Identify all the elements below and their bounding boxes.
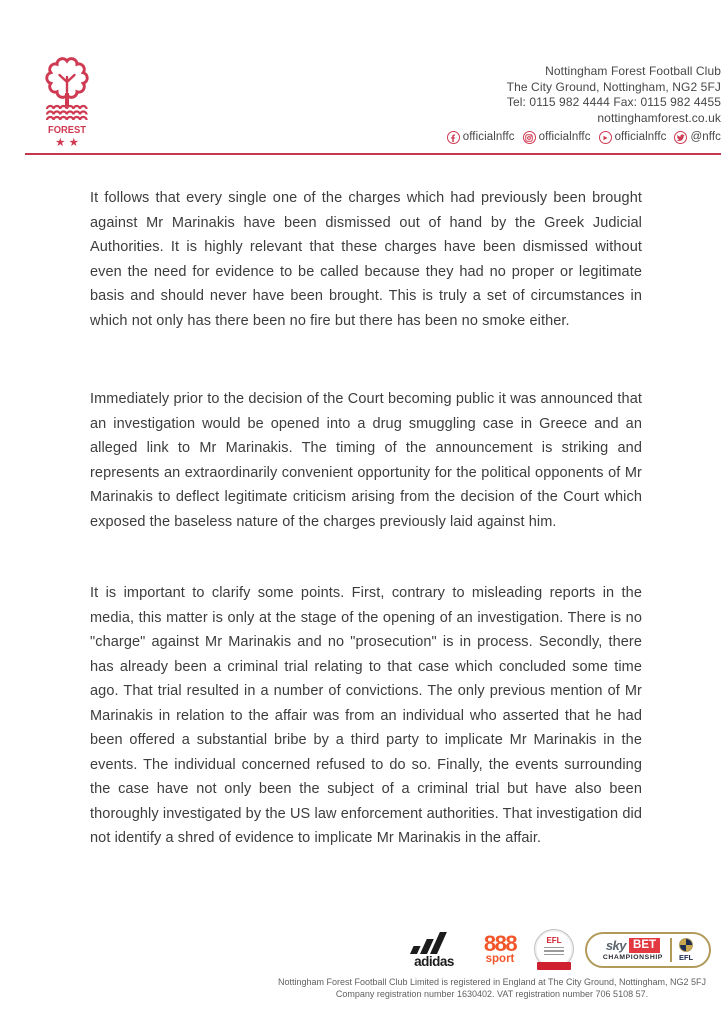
skybet-divider (670, 938, 672, 962)
club-crest (36, 56, 98, 150)
888-digits: 888 (483, 931, 517, 956)
facebook-icon (447, 131, 460, 144)
social-instagram (523, 130, 591, 146)
crest-wordmark: FOREST (48, 124, 87, 136)
badge-text-bar (544, 954, 564, 956)
header-divider (25, 153, 721, 155)
legal-line-1: Nottingham Forest Football Club Limited is registered in England at The City Ground, Nottingham, NG2 5FJ (277, 977, 707, 987)
youtube-icon (599, 131, 612, 144)
social-youtube (599, 130, 667, 146)
sky-wordmark: sky (605, 938, 627, 953)
efl-ball-icon (679, 938, 693, 952)
address-block (447, 64, 721, 146)
888-word: sport (485, 953, 515, 965)
website-url: nottinghamforest.co.uk (597, 110, 721, 125)
paragraph-2: Immediately prior to the decision of the Court becoming public it was announced that an investigation would be opened into a drug smuggling case in Greece and an alleged link to Mr Marinakis. The timing of the announcement is striking and represents an extraordinarily convenient opportunity for the political opponents of Mr Marinakis to deflect legitimate criticism arising from the decision of the Court which exposed the baseless nature of the charges previously laid against him. (90, 391, 642, 530)
adidas-wordmark: adidas (414, 954, 454, 968)
letter-body (90, 186, 642, 851)
crest-stars: ★ ★ (55, 137, 79, 149)
social-handle: @nffc (690, 131, 721, 143)
efl-award-badge (533, 928, 575, 972)
efl-badge-ribbon (537, 962, 571, 970)
efl-wordmark: EFL (678, 952, 694, 962)
social-handle: officialnffc (614, 131, 667, 143)
bet-wordmark: BET (629, 938, 660, 953)
legal-text (255, 977, 725, 1000)
badge-text-bar (544, 950, 564, 952)
social-facebook (447, 130, 515, 146)
skybet-wordmark (603, 938, 663, 961)
instagram-icon (523, 131, 536, 144)
social-handle: officialnffc (462, 131, 515, 143)
tel-fax-line: Tel: 0115 982 4444 Fax: 0115 982 4455 (506, 95, 721, 109)
efl-badge-label: EFL (546, 935, 562, 945)
skybet-championship-logo (585, 932, 711, 968)
paragraph-3: It is important to clarify some points. First, contrary to misleading reports in the media, this matter is only at the stage of the opening of an investigation. There is no "charge" against Mr Marinakis and no "prosecution" is in process. Secondly, there has already been a criminal trial relating to that case which concluded some time ago. That trial resulted in a number of convictions. The only previous mention of Mr Marinakis in relation to the affair was from an individual who asserted that he had been offered a substantial bribe by a third party to implicate Mr Marinakis in the events. The individual concerned refused to do so. Finally, the events surrounding the case have not only been the subject of a criminal trial but have also been thoroughly investigated by the US law enforcement authorities. That investigation did not identify a shred of evidence to implicate Mr Marinakis in the affair. (90, 585, 642, 846)
badge-text-bar (544, 947, 564, 949)
social-twitter (674, 130, 721, 146)
championship-wordmark: CHAMPIONSHIP (602, 954, 663, 961)
social-row (447, 130, 721, 146)
adidas-stripes-icon (407, 926, 467, 968)
address-line: The City Ground, Nottingham, NG2 5FJ (506, 79, 721, 94)
sponsor-strip (407, 926, 711, 973)
efl-mark (679, 938, 693, 962)
888sport-logo (477, 931, 523, 965)
adidas-logo (407, 926, 467, 973)
club-name: Nottingham Forest Football Club (545, 64, 721, 78)
forest-tree-icon (36, 56, 98, 150)
twitter-icon (674, 131, 687, 144)
paragraph-1: It follows that every single one of the charges which had previously been brought against Mr Marinakis have been dismissed out of hand by the Greek Judicial Authorities. It is highly relevant that these charges have been dismissed without even the need for evidence to be called because they had no proper or legitimate basis and should never have been brought. This is truly a set of circumstances in which not only has there been no fire but there has been no smoke either. (90, 190, 642, 329)
legal-line-2: Company registration number 1630402. VAT registration number 706 5108 57. (335, 988, 649, 999)
social-handle: officialnffc (538, 131, 591, 143)
